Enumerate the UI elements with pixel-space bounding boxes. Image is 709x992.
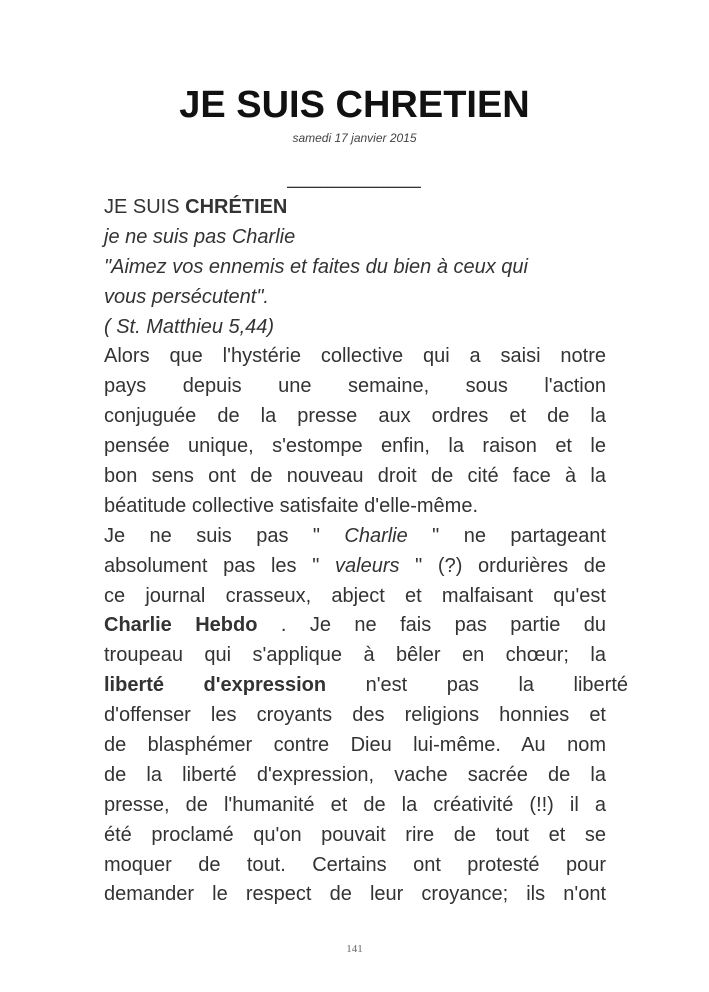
- paragraph-line: ce journal crasseux, abject et malfaisant qu'est: [104, 584, 606, 607]
- article-body: [104, 193, 628, 910]
- paragraph-line: bon sens ont de nouveau droit de cité face à la: [104, 465, 606, 488]
- paragraph-line: été proclamé qu'on pouvait rire de tout et se: [104, 823, 606, 846]
- paragraph-line: de blasphémer contre Dieu lui-même. Au nom: [104, 734, 606, 757]
- heading-line: JE SUIS CHRÉTIEN: [104, 196, 288, 218]
- paragraph-line: troupeau qui s'applique à bêler en chœur; la: [104, 644, 606, 667]
- quote-reference: ( St. Matthieu 5,44): [104, 315, 275, 338]
- subtitle-line: je ne suis pas Charlie: [104, 225, 296, 248]
- paragraph-line: pays depuis une semaine, sous l'action: [104, 375, 606, 398]
- quote-line: vous persécutent".: [104, 285, 269, 308]
- paragraph-line: pensée unique, s'estompe enfin, la raison et le: [104, 435, 606, 458]
- page-number: 141: [346, 943, 363, 955]
- quote-line: "Aimez vos ennemis et faites du bien à ceux qui: [104, 255, 528, 278]
- page-title: JE SUIS CHRETIEN: [179, 84, 530, 126]
- paragraph-line: liberté d'expression n'est pas la liberté: [104, 674, 628, 697]
- paragraph-line: demander le respect de leur croyance; ils n'ont: [104, 883, 606, 906]
- paragraph-line: presse, de l'humanité et de la créativité (!!) il a: [104, 793, 606, 816]
- paragraph-line: moquer de tout. Certains ont protesté pour: [104, 853, 606, 876]
- paragraph-line: d'offenser les croyants des religions honnies et: [104, 704, 606, 727]
- publication-date: samedi 17 janvier 2015: [292, 131, 417, 145]
- paragraph-line: de la liberté d'expression, vache sacrée de la: [104, 763, 606, 786]
- paragraph-line: Charlie Hebdo . Je ne fais pas partie du: [104, 614, 606, 637]
- paragraph-line: béatitude collective satisfaite d'elle-même.: [104, 494, 479, 517]
- paragraph-line: Je ne suis pas " Charlie " ne partageant: [104, 524, 606, 547]
- paragraph-line: absolument pas les " valeurs " (?) ordurières de: [104, 554, 606, 577]
- heading-emphasis: CHRÉTIEN: [185, 196, 288, 218]
- paragraph-line: Alors que l'hystérie collective qui a saisi notre: [104, 345, 606, 368]
- paragraph-line: conjuguée de la presse aux ordres et de la: [104, 405, 606, 428]
- separator-line: ____________: [287, 167, 421, 189]
